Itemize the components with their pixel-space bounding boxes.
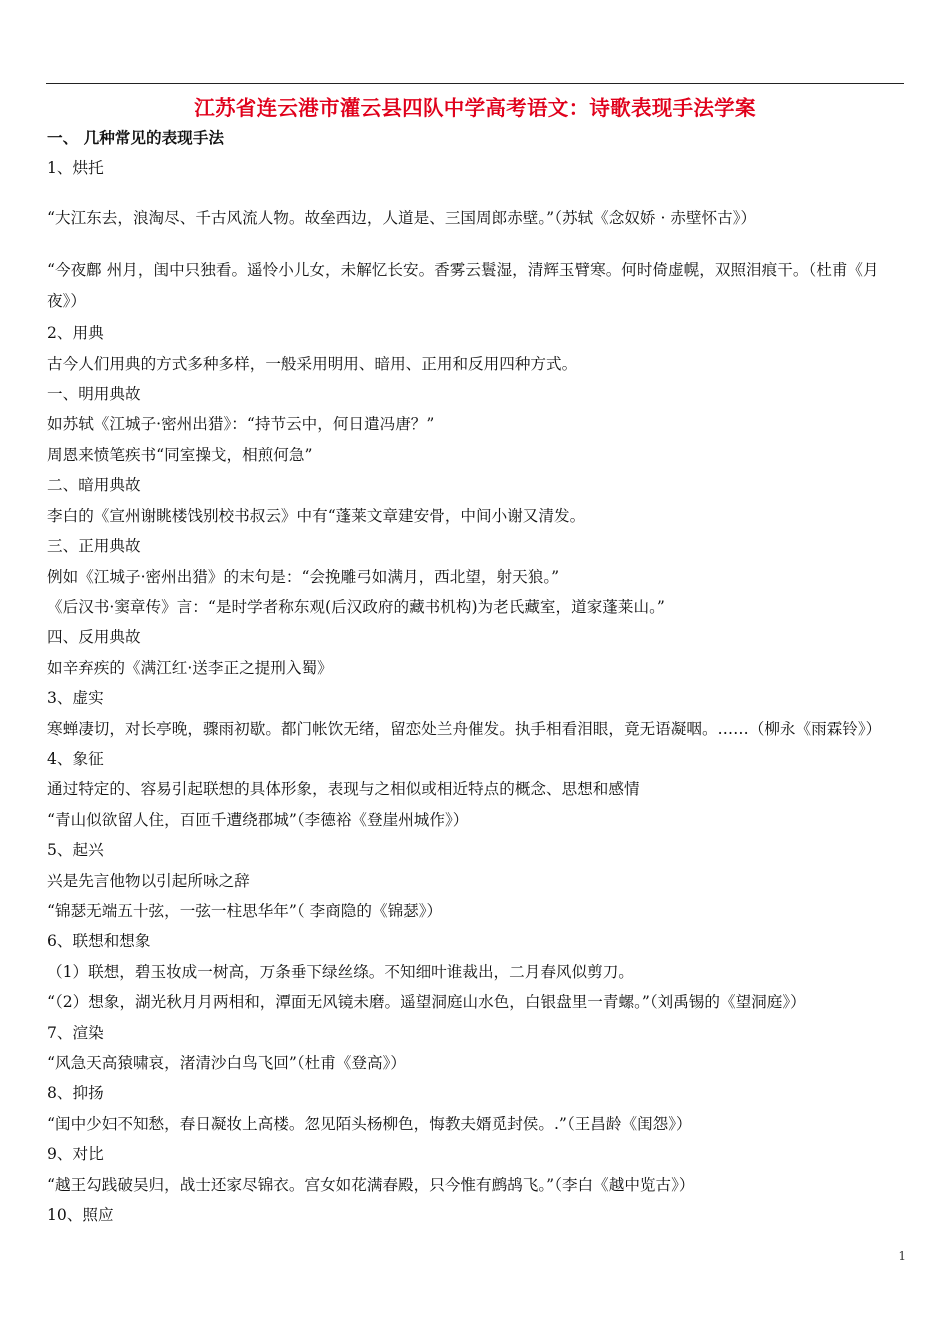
quote-line: “（2）想象，湖光秋月月两相和，潭面无风镜未磨。遥望洞庭山水色，白银盘里一青螺。”（刘禹锡的《望洞庭》） <box>47 993 806 1011</box>
text-line: 如苏轼《江城子·密州出猎》：“持节云中，何日遣冯唐？” <box>47 415 435 433</box>
text-line: 李白的《宣州谢眺楼饯别校书叔云》中有“蓬莱文章建安骨，中间小谢又清发。 <box>47 507 586 525</box>
section-heading: 一、 几种常见的表现手法 <box>47 129 224 147</box>
quote-line: “锦瑟无端五十弦，一弦一柱思华年”（ 李商隐的《锦瑟》） <box>47 902 443 920</box>
item-heading: 4、象征 <box>47 750 104 768</box>
text-line: 如辛弃疾的《满江红·送李正之提刑入蜀》 <box>47 659 333 677</box>
quote-line: “青山似欲留人住，百匝千遭绕郡城”（李德裕《登崖州城作》） <box>47 811 469 829</box>
header-rule <box>46 83 904 84</box>
page-number: 1 <box>898 1249 906 1263</box>
item-heading: 9、对比 <box>47 1145 104 1163</box>
text-line: 兴是先言他物以引起所咏之辞 <box>47 872 250 890</box>
item-heading: 6、联想和想象 <box>47 932 151 950</box>
quote-line: “大江东去，浪淘尽、千古风流人物。故垒西边，人道是、三国周郎赤壁。”（苏轼《念奴娇 · 赤壁怀古》） <box>47 209 757 227</box>
quote-line: “今夜鄜 州月，闺中只独看。遥怜小儿女，未解忆长安。香雾云鬟湿，清辉玉臂寒。何时倚虚幌，双照泪痕干。（杜甫《月 <box>47 261 879 279</box>
quote-line: （1）联想，碧玉妆成一树高，万条垂下绿丝绦。不知细叶谁裁出，二月春风似剪刀。 <box>47 963 634 981</box>
text-line: 古今人们用典的方式多种多样，一般采用明用、暗用、正用和反用四种方式。 <box>47 355 578 373</box>
quote-line: “风急天高猿啸哀，渚清沙白鸟飞回”（杜甫《登高》） <box>47 1054 407 1072</box>
text-line: 周恩来愤笔疾书“同室操戈，相煎何急” <box>47 446 313 464</box>
quote-line: 寒蝉凄切，对长亭晚，骤雨初歇。都门帐饮无绪，留恋处兰舟催发。执手相看泪眼，竟无语凝咽。……（柳永《雨霖铃》） <box>47 720 882 738</box>
page-title: 江苏省连云港市灌云县四队中学高考语文：诗歌表现手法学案 <box>194 96 756 120</box>
item-heading: 2、用典 <box>47 324 104 342</box>
text-line: 例如《江城子·密州出猎》的末句是：“会挽雕弓如满月，西北望，射天狼。” <box>47 568 560 586</box>
quote-line: “闺中少妇不知愁，春日凝妆上高楼。忽见陌头杨柳色，悔教夫婿觅封侯。.”（王昌龄《闺怨》） <box>47 1115 692 1133</box>
item-heading: 1、烘托 <box>47 159 104 177</box>
item-heading: 5、起兴 <box>47 841 104 859</box>
sub-heading: 三、正用典故 <box>47 537 141 555</box>
item-heading: 7、渲染 <box>47 1024 104 1042</box>
item-heading: 3、虚实 <box>47 689 104 707</box>
sub-heading: 二、暗用典故 <box>47 476 141 494</box>
quote-line: 夜》） <box>47 292 86 310</box>
sub-heading: 一、明用典故 <box>47 385 141 403</box>
text-line: 《后汉书·窦章传》言：“是时学者称东观(后汉政府的藏书机构)为老氏藏室，道家蓬莱山。” <box>47 598 665 616</box>
item-heading: 10、照应 <box>47 1206 114 1224</box>
sub-heading: 四、反用典故 <box>47 628 141 646</box>
text-line: 通过特定的、容易引起联想的具体形象，表现与之相似或相近特点的概念、思想和感情 <box>47 780 640 798</box>
item-heading: 8、抑扬 <box>47 1084 104 1102</box>
quote-line: “越王勾践破吴归，战士还家尽锦衣。宫女如花满春殿，只今惟有鹧鸪飞。”（李白《越中览古》） <box>47 1176 695 1194</box>
